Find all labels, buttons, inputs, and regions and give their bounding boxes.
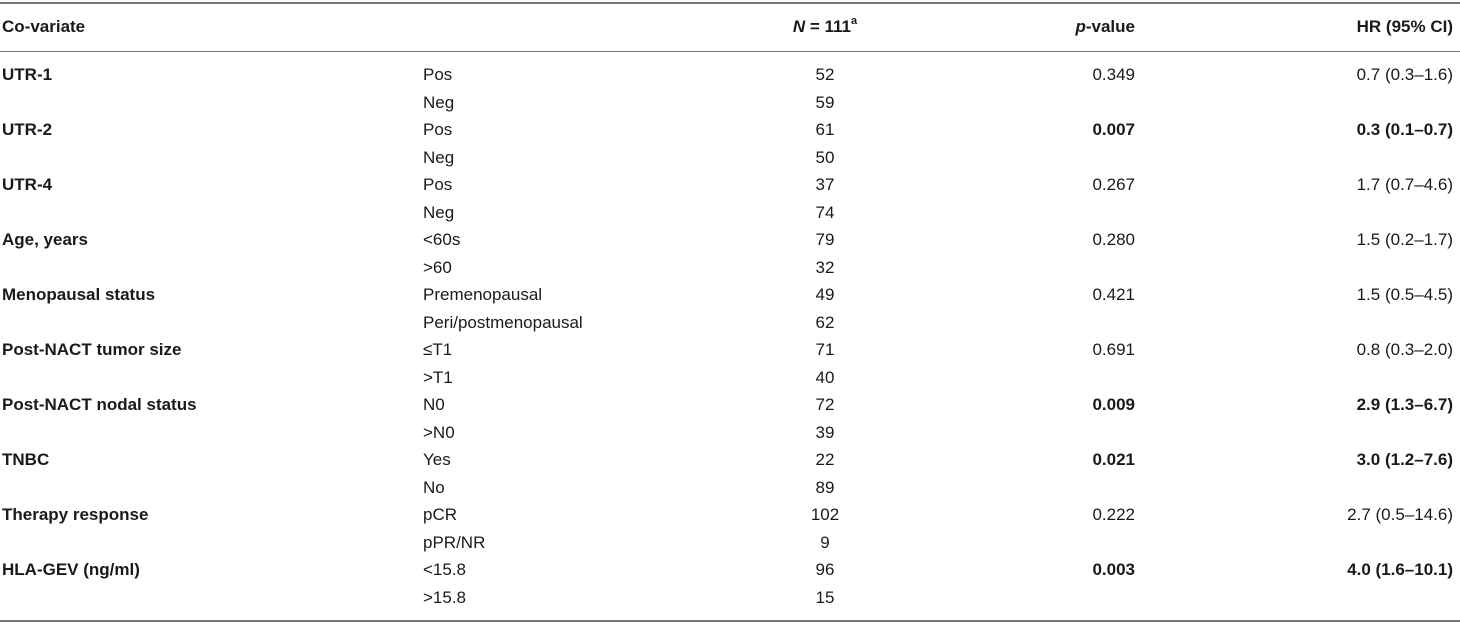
covariate-label: Age, years: [2, 230, 88, 249]
p-value: 0.021: [1092, 450, 1135, 469]
covariate-label: UTR-1: [2, 65, 53, 84]
n-value: 49: [815, 285, 835, 304]
category-label: Pos: [423, 65, 453, 84]
n-value: 61: [815, 120, 835, 139]
category-label: Yes: [423, 450, 451, 469]
n-value: 9: [820, 533, 830, 552]
p-value: 0.009: [1092, 395, 1135, 414]
n-value: 32: [815, 258, 835, 277]
p-value: 0.349: [1092, 65, 1135, 84]
n-value: 102: [810, 505, 840, 524]
header-hr: HR (95% CI): [1356, 17, 1453, 36]
n-value: 79: [815, 230, 835, 249]
hr-value: 0.7 (0.3–1.6): [1356, 65, 1453, 84]
n-value: 71: [815, 340, 835, 359]
covariate-label: Post-NACT nodal status: [2, 395, 197, 414]
header-n-label: N: [792, 17, 806, 36]
header-p-value: [910, 17, 1135, 37]
header-rule: [0, 51, 1460, 52]
hr-value: 4.0 (1.6–10.1): [1347, 560, 1453, 579]
p-value: 0.280: [1092, 230, 1135, 249]
n-value: 52: [815, 65, 835, 84]
category-label: >N0: [423, 423, 455, 442]
p-value: 0.691: [1092, 340, 1135, 359]
header-n-footnote-marker: a: [851, 15, 858, 28]
covariate-label: Menopausal status: [2, 285, 156, 304]
hr-value: 2.7 (0.5–14.6): [1347, 505, 1453, 524]
n-value: 62: [815, 313, 835, 332]
hr-value: 2.9 (1.3–6.7): [1356, 395, 1453, 414]
category-label: Neg: [423, 203, 455, 222]
table-bottom-rule: [0, 620, 1460, 622]
p-value: 0.007: [1092, 120, 1135, 139]
header-n-suffix: = 111: [805, 17, 852, 36]
hr-value: 0.8 (0.3–2.0): [1356, 340, 1453, 359]
n-value: 40: [815, 368, 835, 387]
hr-value: 1.7 (0.7–4.6): [1356, 175, 1453, 194]
n-value: 72: [815, 395, 835, 414]
covariate-label: Post-NACT tumor size: [2, 340, 182, 359]
n-value: 50: [815, 148, 835, 167]
header-covariate: Co-variate: [2, 17, 86, 36]
category-label: Pos: [423, 120, 453, 139]
hr-value: 1.5 (0.5–4.5): [1356, 285, 1453, 304]
p-value: 0.003: [1092, 560, 1135, 579]
category-label: No: [423, 478, 445, 497]
n-value: 96: [815, 560, 835, 579]
header-p-suffix: -value: [1085, 17, 1135, 36]
hr-value: 1.5 (0.2–1.7): [1356, 230, 1453, 249]
p-value: 0.222: [1092, 505, 1135, 524]
n-value: 89: [815, 478, 835, 497]
category-label: Neg: [423, 148, 455, 167]
category-label: ≤T1: [423, 340, 453, 359]
p-value: 0.421: [1092, 285, 1135, 304]
header-p-italic: p: [1075, 17, 1086, 36]
hr-value: 0.3 (0.1–0.7): [1356, 120, 1453, 139]
covariate-label: UTR-4: [2, 175, 53, 194]
category-label: Premenopausal: [423, 285, 543, 304]
table-top-rule: [0, 2, 1460, 4]
n-value: 74: [815, 203, 835, 222]
covariate-label: Therapy response: [2, 505, 149, 524]
n-value: 39: [815, 423, 835, 442]
covariate-label: TNBC: [2, 450, 50, 469]
category-label: <60s: [423, 230, 461, 249]
p-value: 0.267: [1092, 175, 1135, 194]
n-value: 37: [815, 175, 835, 194]
category-label: pPR/NR: [423, 533, 486, 552]
n-value: 59: [815, 93, 835, 112]
n-value: 22: [815, 450, 835, 469]
category-label: >60: [423, 258, 452, 277]
n-value: 15: [815, 588, 835, 607]
category-label: >T1: [423, 368, 453, 387]
category-label: <15.8: [423, 560, 467, 579]
category-label: Peri/postmenopausal: [423, 313, 583, 332]
covariate-label: UTR-2: [2, 120, 53, 139]
category-label: Neg: [423, 93, 455, 112]
category-label: N0: [423, 395, 445, 414]
category-label: >15.8: [423, 588, 467, 607]
hr-value: 3.0 (1.2–7.6): [1356, 450, 1453, 469]
covariate-label: HLA-GEV (ng/ml): [2, 560, 140, 579]
category-label: pCR: [423, 505, 458, 524]
category-label: Pos: [423, 175, 453, 194]
